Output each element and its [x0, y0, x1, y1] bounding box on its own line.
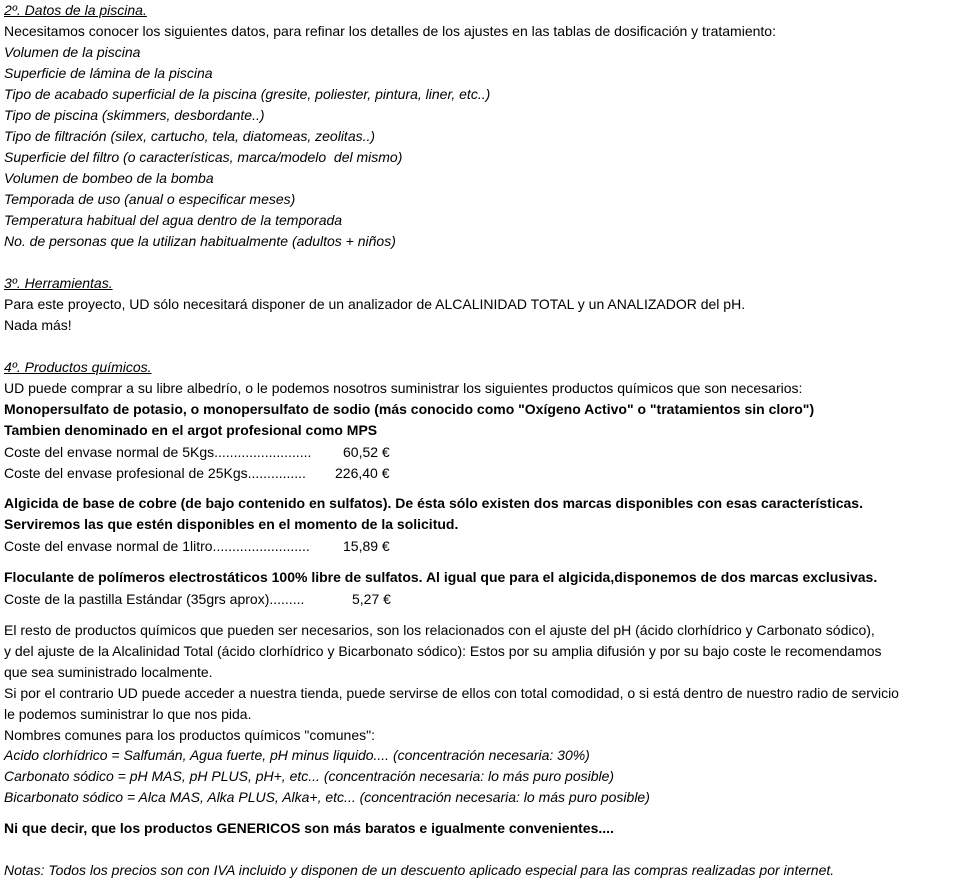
- floculante-price: 5,27 €: [352, 591, 391, 607]
- algicida-title: Algicida de base de cobre (de bajo contenido en sulfatos). De ésta sólo existen dos marcas disponibles con esas características.: [4, 495, 863, 511]
- section4-intro: UD puede comprar a su libre albedrío, o le podemos nosotros suministrar los siguientes productos químicos que son necesarios:: [4, 380, 803, 396]
- section4-heading: 4º. Productos químicos.: [4, 359, 152, 375]
- section3-line: Para este proyecto, UD sólo necesitará disponer de un analizador de ALCALINIDAD TOTAL y un ANALIZADOR del pH.: [4, 296, 746, 312]
- data-item: No. de personas que la utilizan habitualmente (adultos + niños): [4, 233, 396, 249]
- data-item: Tipo de acabado superficial de la piscina (gresite, poliester, pintura, liner, etc..): [4, 86, 491, 102]
- section3-line: Nada más!: [4, 317, 72, 333]
- floculante-title: Floculante de polímeros electrostáticos 100% libre de sulfatos. Al igual que para el algicida,disponemos de dos marcas exclusivas.: [4, 569, 878, 585]
- mps-price: 226,40 €: [335, 465, 390, 481]
- mps-subtitle: Tambien denominado en el argot profesional como MPS: [4, 422, 378, 438]
- mps-price: 60,52 €: [343, 444, 390, 460]
- data-item: Volumen de bombeo de la bomba: [4, 170, 214, 186]
- resto-line: Nombres comunes para los productos químicos "comunes":: [4, 727, 375, 743]
- data-item: Temporada de uso (anual o especificar meses): [4, 191, 296, 207]
- data-item: Superficie del filtro (o características, marca/modelo del mismo): [4, 149, 403, 165]
- genericos-note: Ni que decir, que los productos GENERICOS son más baratos e igualmente convenientes....: [4, 820, 614, 836]
- floculante-price-label: Coste de la pastilla Estándar (35grs aprox).........: [4, 591, 305, 607]
- resto-line: y del ajuste de la Alcalinidad Total (ácido clorhídrico y Bicarbonato sódico): Estos por su amplia difusión y por su bajo coste le recomendamos: [4, 643, 882, 659]
- resto-line: El resto de productos químicos que pueden ser necesarios, son los relacionados con el ajuste del pH (ácido clorhídrico y Carbonato sódico),: [4, 622, 875, 638]
- mps-title: Monopersulfato de potasio, o monopersulfato de sodio (más conocido como "Oxígeno Activo" o "tratamientos sin cloro"): [4, 401, 815, 417]
- common-name-line: Bicarbonato sódico = Alca MAS, Alka PLUS, Alka+, etc... (concentración necesaria: lo más puro posible): [4, 789, 650, 805]
- section3-heading: 3º. Herramientas.: [4, 275, 113, 291]
- prices-note: Notas: Todos los precios son con IVA incluido y disponen de un descuento aplicado especial para las compras realizadas por internet.: [4, 862, 835, 878]
- resto-line: que sea suministrado localmente.: [4, 664, 213, 680]
- resto-line: Si por el contrario UD puede acceder a nuestra tienda, puede servirse de ellos con total comodidad, o si está dentro de nuestro radio de servicio: [4, 685, 899, 701]
- algicida-subtitle: Serviremos las que estén disponibles en el momento de la solicitud.: [4, 516, 459, 532]
- mps-price-label: Coste del envase profesional de 25Kgs...............: [4, 465, 306, 481]
- data-item: Tipo de filtración (silex, cartucho, tela, diatomeas, zeolitas..): [4, 128, 376, 144]
- mps-price-label: Coste del envase normal de 5Kgs.........................: [4, 444, 312, 460]
- data-item: Tipo de piscina (skimmers, desbordante..): [4, 107, 265, 123]
- algicida-price-label: Coste del envase normal de 1litro.........................: [4, 538, 310, 554]
- data-item: Volumen de la piscina: [4, 44, 141, 60]
- common-name-line: Carbonato sódico = pH MAS, pH PLUS, pH+, etc... (concentración necesaria: lo más puro posible): [4, 768, 615, 784]
- section2-intro: Necesitamos conocer los siguientes datos, para refinar los detalles de los ajustes en las tablas de dosificación y tratamiento:: [4, 23, 776, 39]
- common-name-line: Acido clorhídrico = Salfumán, Agua fuerte, pH minus liquido.... (concentración necesaria: 30%): [4, 747, 590, 763]
- data-item: Superficie de lámina de la piscina: [4, 65, 213, 81]
- algicida-price: 15,89 €: [343, 538, 390, 554]
- data-item: Temperatura habitual del agua dentro de la temporada: [4, 212, 343, 228]
- section2-heading: 2º. Datos de la piscina.: [4, 2, 147, 18]
- resto-line: le podemos suministrar lo que nos pida.: [4, 706, 252, 722]
